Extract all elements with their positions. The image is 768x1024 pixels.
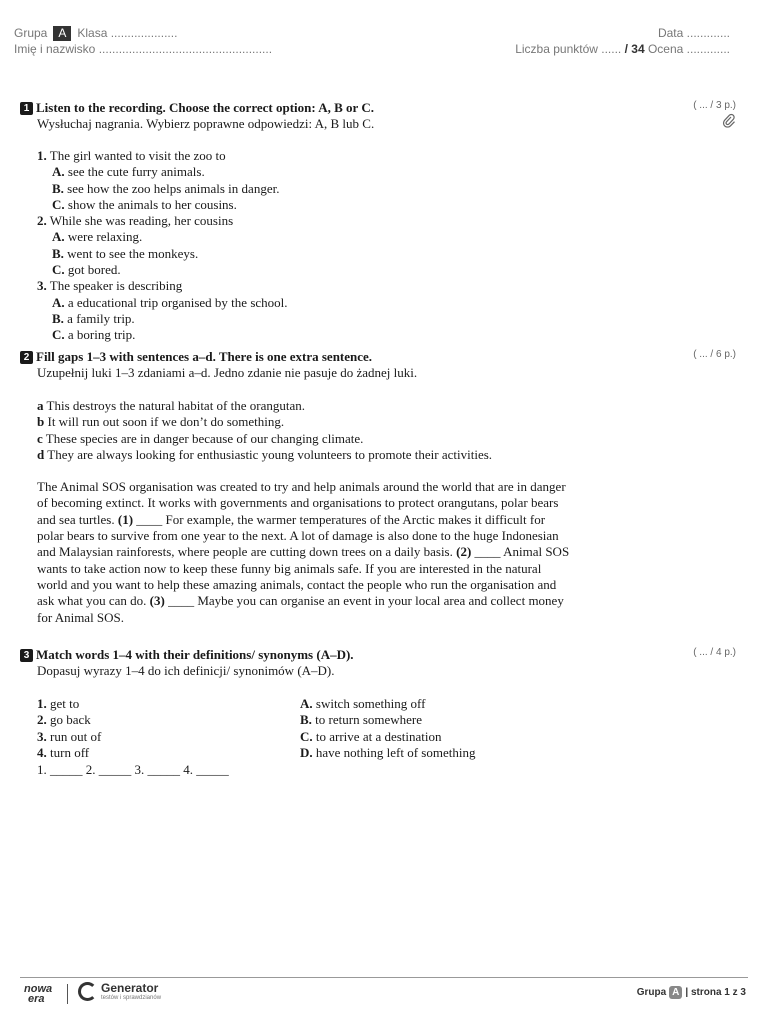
- item-text: went to see the monkeys.: [67, 245, 199, 261]
- generator-g-icon: [78, 982, 97, 1001]
- item-text: These species are in danger because of our changing climate.: [45, 430, 364, 446]
- item-label: d: [37, 446, 45, 462]
- item-text: to return somewhere: [315, 712, 423, 728]
- gap-3: (3): [149, 593, 165, 609]
- item-label: A.: [52, 294, 65, 310]
- item-text: a boring trip.: [67, 327, 136, 343]
- nowa-era-logo: nowa era: [24, 983, 53, 1005]
- grade-field: Ocena .............: [647, 42, 730, 56]
- definition-a: [300, 696, 475, 712]
- definition-d: [300, 745, 475, 761]
- page-info: Grupa A | strona 1 z 3: [636, 987, 746, 998]
- item-text: were relaxing.: [67, 229, 143, 245]
- item-label: 3.: [37, 728, 47, 744]
- item-label: D.: [300, 744, 313, 760]
- item-label: 3.: [37, 278, 47, 294]
- item-label: A.: [300, 696, 313, 711]
- exercise-2-text: The Animal SOS organisation was created to try and help animals around the world that are in danger of becoming extinct. It works with governments and organisations to protect orangutans, polar bears and sea turtles. (1) ____ For example, the warmer temperatures of the Arctic makes it difficult for polar bears to survive from one year to the next. A lot of damage is also done to the huge Indonesian and Malaysian rainforests, where people are cutting down trees on a daily basis. (2) ____ Animal SOS wants to take action now to keep these funny big animals safe. If you are interested in the natural world and you want to help these amazing animals, contact the people who run the organisation and ask what you can do. (3) ____ Maybe you can organise an event in your local area and collect money for Animal SOS.: [37, 479, 570, 625]
- option-c[interactable]: [20, 327, 740, 343]
- class-field: Klasa ....................: [77, 26, 178, 40]
- item-text: switch something off: [315, 696, 426, 711]
- score-fields: [515, 42, 730, 56]
- item-text: got bored.: [67, 262, 121, 278]
- item-label: 2.: [37, 213, 47, 229]
- item-text: have nothing left of something: [315, 744, 476, 760]
- exercise-3: [20, 647, 740, 778]
- exercise-1-subtitle: Wysłuchaj nagrania. Wybierz poprawne odpowiedzi: A, B lub C.: [37, 116, 375, 131]
- item-label: C.: [52, 327, 65, 343]
- option-a[interactable]: [20, 295, 740, 311]
- exercise-3-points: ( ... / 4 p.): [693, 647, 736, 658]
- answer-line[interactable]: 1. _____ 2. _____ 3. _____ 4. _____: [37, 762, 229, 777]
- item-label: A.: [52, 164, 65, 180]
- points-total: / 34: [624, 42, 645, 56]
- option-b[interactable]: [20, 246, 740, 262]
- item-label: 2.: [37, 712, 47, 728]
- item-label: C.: [52, 262, 65, 278]
- exercise-number: 3: [20, 649, 33, 662]
- sentence-c: [20, 431, 740, 447]
- item-label: 4.: [37, 744, 47, 760]
- question-1: [20, 148, 740, 164]
- sentence-a: [20, 398, 740, 414]
- item-text: The girl wanted to visit the zoo to: [49, 148, 226, 163]
- item-label: B.: [52, 245, 64, 261]
- sentence-d: [20, 447, 740, 463]
- option-a[interactable]: [20, 229, 740, 245]
- exercise-1-questions: [20, 148, 740, 344]
- item-text: run out of: [50, 728, 102, 744]
- item-label: A.: [52, 229, 65, 245]
- item-text: to arrive at a destination: [315, 728, 442, 744]
- gap-2: (2): [456, 544, 472, 560]
- option-c[interactable]: [20, 197, 740, 213]
- gap-1: (1): [117, 511, 134, 527]
- item-text: a educational trip organised by the school.: [67, 294, 288, 310]
- exercise-number: 1: [20, 102, 33, 115]
- exercise-2-sentences: [20, 398, 740, 463]
- item-text: a family trip.: [67, 310, 135, 326]
- option-b[interactable]: [20, 311, 740, 327]
- item-label: a: [37, 398, 44, 413]
- item-text: turn off: [50, 744, 90, 760]
- question-2: [20, 213, 740, 229]
- page-number: | strona 1 z 3: [685, 987, 746, 998]
- item-text: see how the zoo helps animals in danger.: [67, 180, 280, 196]
- group-badge: A: [53, 26, 71, 41]
- option-b[interactable]: [20, 181, 740, 197]
- item-text: While she was reading, her cousins: [49, 213, 234, 229]
- item-label: C.: [300, 728, 313, 744]
- exercise-2-points: ( ... / 6 p.): [693, 349, 736, 360]
- generator-logo: Generator testów i sprawdzianów: [78, 982, 161, 1002]
- item-text: This destroys the natural habitat of the orangutan.: [46, 398, 305, 413]
- item-label: B.: [300, 712, 312, 728]
- option-a[interactable]: [20, 164, 740, 180]
- group-label: Grupa: [14, 26, 48, 40]
- item-text: get to: [50, 696, 80, 711]
- item-text: show the animals to her cousins.: [67, 196, 237, 212]
- item-label: 1.: [37, 148, 47, 163]
- footer-divider: [20, 977, 748, 978]
- sentence-b: [20, 414, 740, 430]
- exercise-2-title: 2 Fill gaps 1–3 with sentences a–d. There is one extra sentence.: [20, 349, 740, 365]
- option-c[interactable]: [20, 262, 740, 278]
- exercise-1-points: ( ... / 3 p.): [693, 100, 736, 111]
- item-label: B.: [52, 310, 64, 326]
- item-text: see the cute furry animals.: [67, 164, 205, 180]
- exercise-3-subtitle: Dopasuj wyrazy 1–4 do ich definicji/ synonimów (A–D).: [37, 663, 335, 678]
- points-field: Liczba punktów ......: [515, 42, 622, 56]
- definition-c: [300, 729, 475, 745]
- item-label: 1.: [37, 696, 47, 711]
- item-text: The speaker is describing: [49, 278, 183, 294]
- exercise-3-title: 3 Match words 1–4 with their definitions/ synonyms (A–D).: [20, 647, 740, 663]
- item-label: c: [37, 430, 43, 446]
- date-field: Data .............: [657, 26, 730, 40]
- item-text: go back: [50, 712, 91, 728]
- exercise-3-definitions: [300, 696, 475, 761]
- item-label: C.: [52, 196, 65, 212]
- name-field: Imię i nazwisko ....................................................: [14, 42, 273, 56]
- exercise-1-title: 1 Listen to the recording. Choose the correct option: A, B or C.: [20, 100, 740, 116]
- logo-divider: [67, 984, 68, 1004]
- item-text: They are always looking for enthusiastic young volunteers to promote their activities.: [47, 446, 493, 462]
- group-field: [14, 26, 177, 41]
- item-label: b: [37, 414, 45, 430]
- exercise-2: [20, 349, 740, 626]
- item-text: It will run out soon if we don’t do something.: [47, 414, 285, 430]
- question-3: [20, 278, 740, 294]
- exercise-number: 2: [20, 351, 33, 364]
- group-badge: A: [669, 986, 682, 999]
- definition-b: [300, 712, 475, 728]
- exercise-2-subtitle: Uzupełnij luki 1–3 zdaniami a–d. Jedno zdanie nie pasuje do żadnej luki.: [37, 365, 418, 380]
- exercise-1: [20, 100, 740, 344]
- paperclip-icon[interactable]: [722, 113, 736, 133]
- item-label: B.: [52, 180, 64, 196]
